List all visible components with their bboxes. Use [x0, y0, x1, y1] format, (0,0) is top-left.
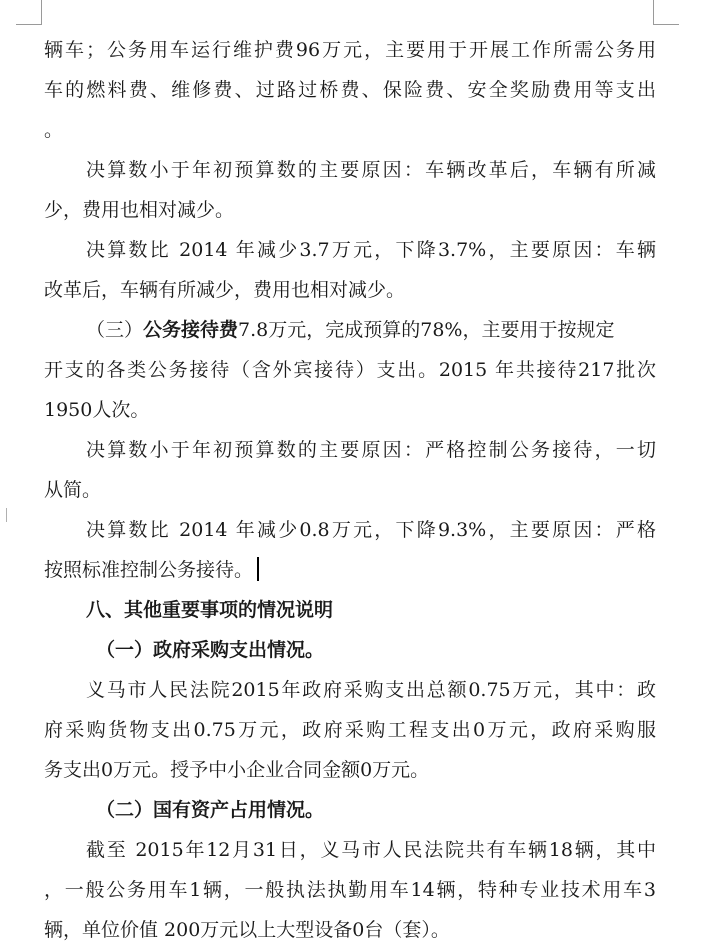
text-line: 决算数比 2014 年减少0.8万元，下降9.3%，主要原因：严格 — [86, 519, 656, 541]
text-line: 辆，单位价值 200万元以上大型设备0台（套）。 — [44, 919, 450, 941]
crop-mark-top-left — [41, 0, 42, 24]
document-body[interactable] — [44, 30, 656, 950]
text-line — [44, 310, 656, 350]
text-line: 义马市人民法院2015年政府采购支出总额0.75万元，其中：政 — [86, 679, 656, 701]
text-cursor — [257, 557, 259, 581]
text-line: 决算数比 2014 年减少3.7万元，下降3.7%，主要原因：车辆 — [86, 239, 656, 261]
text-line: 1950人次。 — [44, 399, 150, 421]
crop-mark-top-right-horizontal — [653, 24, 679, 25]
text-segment: 7.8万元，完成预算的78%，主要用于按规定 — [238, 319, 615, 341]
text-line: 少，费用也相对减少。 — [44, 199, 235, 221]
subsection-heading: （二）国有资产占用情况。 — [96, 799, 325, 821]
text-segment: 按照标准控制公务接待。 — [44, 559, 254, 581]
text-line: 改革后，车辆有所减少，费用也相对减少。 — [44, 279, 406, 301]
text-line: 决算数小于年初预算数的主要原因：车辆改革后，车辆有所减 — [86, 159, 656, 181]
section-heading: 八、其他重要事项的情况说明 — [86, 599, 334, 621]
section-term: 公务接待费 — [143, 319, 239, 341]
crop-mark-top-left-horizontal — [16, 24, 42, 25]
text-line — [44, 550, 656, 590]
text-line: 决算数小于年初预算数的主要原因：严格控制公务接待，一切 — [86, 439, 656, 461]
text-line: 府采购货物支出0.75万元，政府采购工程支出0万元，政府采购服 — [44, 719, 656, 741]
text-line: 车的燃料费、维修费、过路过桥费、保险费、安全奖励费用等支出 — [44, 79, 656, 101]
subsection-heading: （一）政府采购支出情况。 — [96, 639, 325, 661]
text-line: ，一般公务用车1辆，一般执法执勤用车14辆，特种专业技术用车3 — [44, 879, 656, 901]
crop-mark-top-right — [653, 0, 654, 24]
text-line: 务支出0万元。授予中小企业合同金额0万元。 — [44, 759, 430, 781]
text-line: 辆车；公务用车运行维护费96万元，主要用于开展工作所需公务用 — [44, 39, 656, 61]
text-line: 。 — [44, 119, 64, 141]
text-line: 从简。 — [44, 479, 102, 501]
text-line: 开支的各类公务接待（含外宾接待）支出。2015 年共接待217批次 — [44, 359, 656, 381]
section-number: （三） — [86, 319, 144, 341]
margin-tick — [6, 508, 7, 522]
text-line: 截至 2015年12月31日，义马市人民法院共有车辆18辆，其中 — [86, 839, 656, 861]
